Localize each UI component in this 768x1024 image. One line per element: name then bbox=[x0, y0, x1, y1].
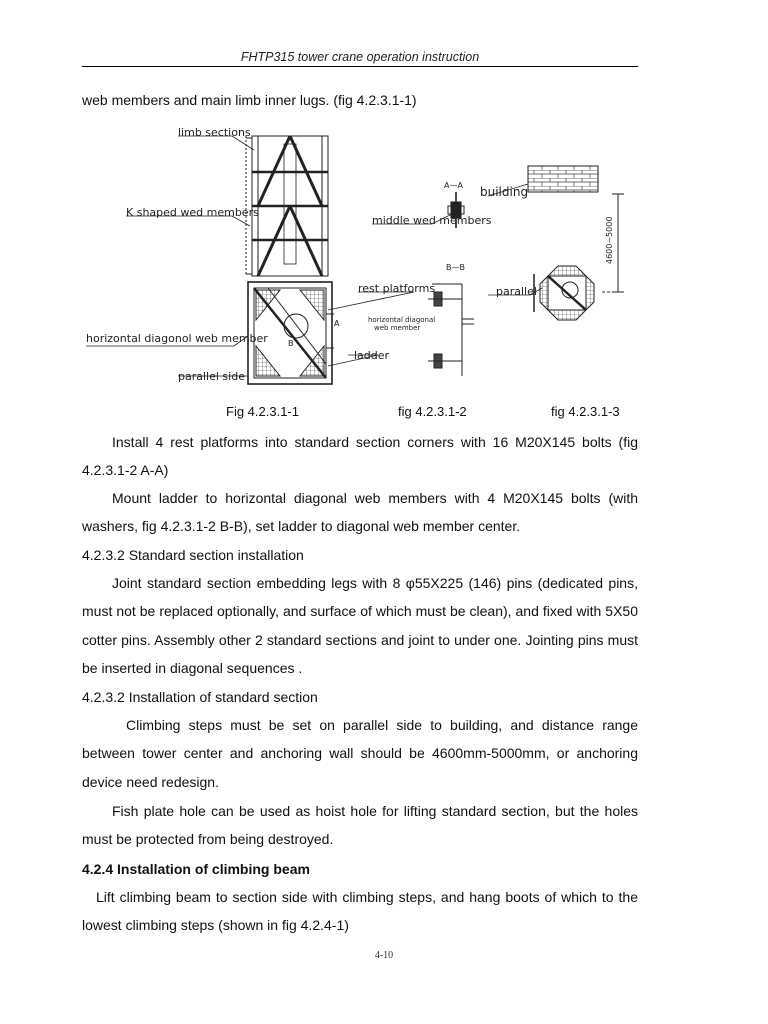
intro-text: web members and main limb inner lugs. (fig 4.2.3.1-1) bbox=[82, 92, 417, 108]
page-header: FHTP315 tower crane operation instruction bbox=[240, 50, 480, 64]
paragraph-climbing-beam: Lift climbing beam to section side with climbing steps, and hang boots of which to the lowest climbing steps (shown in fig 4.2.4-1) bbox=[82, 889, 638, 934]
paragraph-climbing-steps: Climbing steps must be set on parallel side to building, and distance range between tower center and anchoring wall should be 4600mm-5000mm, or anchoring device need redesign. bbox=[82, 717, 638, 790]
label-limb-sections: limb sections bbox=[178, 126, 251, 139]
caption-fig-3: fig 4.2.3.1-3 bbox=[551, 404, 620, 419]
label-horizontal-diagonal: horizontal diagonol web member bbox=[86, 332, 268, 345]
label-hdwm-2: web member bbox=[374, 324, 421, 332]
label-a-a: A—A bbox=[444, 181, 463, 190]
paragraph-fish-plate: Fish plate hole can be used as hoist hole for lifting standard section, but the holes must be protected from being destroyed. bbox=[82, 803, 638, 848]
label-parallel: parallel bbox=[496, 285, 537, 298]
label-rest-platforms: rest platforms bbox=[358, 282, 436, 295]
label-k-shaped: K shaped wed members bbox=[126, 206, 259, 219]
heading-installation-of-standard-section: 4.2.3.2 Installation of standard section bbox=[82, 689, 318, 705]
paragraph-joint-section: Joint standard section embedding legs with 8 φ55X225 (146) pins (dedicated pins, must not be replaced optionally, and surface of which must be clean), and fixed with 5X50 cotter pins. Assembly other 2 standard sections and joint to under one. Jointing pins must be inserted in diagonal sequences . bbox=[82, 575, 638, 677]
paragraph-ladder: Mount ladder to horizontal diagonal web members with 4 M20X145 bolts (with washers, fig 4.2.3.1-2 B-B), set ladder to diagonal web member center. bbox=[82, 490, 638, 535]
figure-4-2-3-1 bbox=[82, 114, 638, 404]
label-parallel-side: parallel side bbox=[178, 370, 245, 383]
caption-fig-1: Fig 4.2.3.1-1 bbox=[226, 404, 299, 419]
label-mark-b: B bbox=[288, 339, 294, 348]
paragraph-rest-platforms: Install 4 rest platforms into standard section corners with 16 M20X145 bolts (fig 4.2.3.1-2 A-A) bbox=[82, 434, 638, 479]
header-rule bbox=[82, 66, 638, 67]
figure-drawing bbox=[82, 114, 638, 404]
label-b-b: B—B bbox=[446, 263, 465, 272]
heading-standard-section-installation: 4.2.3.2 Standard section installation bbox=[82, 547, 304, 563]
label-mark-a: A bbox=[334, 319, 340, 328]
detail-b-b bbox=[428, 284, 474, 376]
label-ladder: ladder bbox=[354, 349, 390, 362]
label-dimension: 4600~5000 bbox=[605, 216, 614, 264]
label-hdwm-1: horizontal diagonal bbox=[368, 316, 436, 324]
label-building: building bbox=[480, 185, 529, 199]
label-middle-wed: middle wed members bbox=[372, 214, 492, 227]
heading-climbing-beam: 4.2.4 Installation of climbing beam bbox=[82, 861, 310, 877]
page-number: 4-10 bbox=[374, 950, 394, 961]
caption-fig-2: fig 4.2.3.1-2 bbox=[398, 404, 467, 419]
